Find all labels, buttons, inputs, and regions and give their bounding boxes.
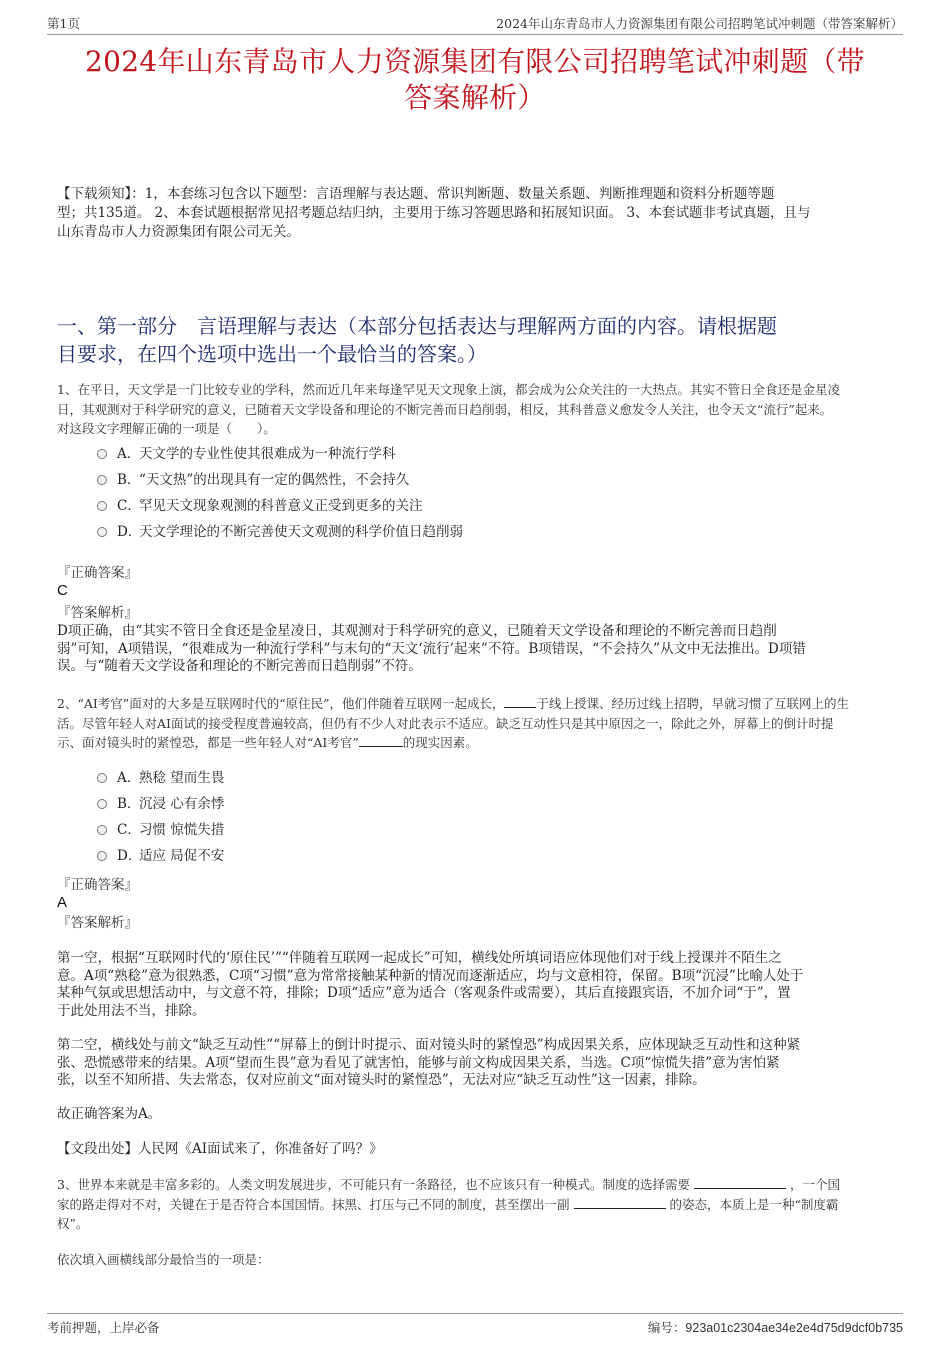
radio-icon[interactable] xyxy=(97,501,107,511)
analysis-line: 误。与“随着天文学设备和理论的不断完善而日趋削弱”不符。 xyxy=(57,658,422,674)
page-header xyxy=(47,14,903,35)
q2-option-b[interactable] xyxy=(97,794,224,814)
analysis-line: D项正确，由“其实不管日全食还是金星凌日，其观测对于科学研究的意义，已随着天文学设备和理论的不断完善而日趋削 xyxy=(57,623,777,639)
analysis-label: 『答案解析』 xyxy=(57,915,138,931)
page-number: 第1页 xyxy=(47,16,80,31)
option-text: 沉浸 心有余悸 xyxy=(139,796,225,812)
option-text: 熟稔 望而生畏 xyxy=(139,770,225,786)
question-3-stem xyxy=(57,1175,905,1234)
q2-source: 【文段出处】人民网《AI面试来了，你准备好了吗？》 xyxy=(57,1141,383,1157)
option-text: “天文热”的出现具有一定的偶然性，不会持久 xyxy=(139,472,410,488)
notice-line: 型；共135道。 2、本套试题根据常见招考题总结归纳，主要用于练习答题思路和拓展知识面。 3、本套试题非考试真题，且与 xyxy=(57,205,811,221)
q1-option-a[interactable] xyxy=(97,444,396,464)
radio-icon[interactable] xyxy=(97,825,107,835)
stem-text: 示、面对镜头时的紧惶恐，都是一些年轻人对“AI考官” xyxy=(57,735,359,750)
page-title xyxy=(40,44,910,116)
stem-text: 的现实因素。 xyxy=(402,735,478,750)
option-key: C． xyxy=(117,822,141,838)
option-key: B． xyxy=(117,472,141,488)
option-text: 罕见天文现象观测的科普意义正受到更多的关注 xyxy=(139,498,423,514)
analysis-line: 意。A项“熟稔”意为很熟悉，C项“习惯”意为常常接触某种新的情况而逐渐适应，均与文意相符，保留。B项“沉浸”比喻人处于 xyxy=(57,967,804,984)
fill-blank xyxy=(574,1196,666,1209)
radio-icon[interactable] xyxy=(97,475,107,485)
code-value: 923a01c2304ae34e2e4d75d9dcf0b735 xyxy=(685,1321,903,1335)
notice-line: 山东青岛市人力资源集团有限公司无关。 xyxy=(57,224,300,240)
analysis-line: 于此处用法不当，排除。 xyxy=(57,1002,206,1019)
analysis-line: 张，以至不知所措、失去常态，仅对应前文“面对镜头时的紧惶恐”，无法对应“缺乏互动性”这一因素，排除。 xyxy=(57,1072,706,1088)
stem-line: 对这段文字理解正确的一项是（ ）。 xyxy=(57,421,276,436)
stem-text: 的姿态，本质上是一种“制度霸 xyxy=(669,1196,839,1212)
page-footer xyxy=(47,1313,903,1337)
option-key: D． xyxy=(117,848,142,864)
stem-text: 2、“AI考官”面对的大多是互联网时代的“原住民”，他们伴随着互联网一起成长， xyxy=(57,696,505,711)
question-2-stem xyxy=(57,694,905,753)
q2-option-a[interactable] xyxy=(97,768,224,788)
q2-option-c[interactable] xyxy=(97,820,224,840)
analysis-line: 弱”可知，A项错误，“很难成为一种流行学科”与末句的“天文‘流行’起来”不符。B项错误，“不会持久”从文中无法推出。D项错 xyxy=(57,640,806,657)
option-key: D． xyxy=(117,524,142,540)
q1-option-d[interactable] xyxy=(97,522,463,542)
stem-text: ，一个国 xyxy=(789,1177,840,1192)
radio-icon[interactable] xyxy=(97,773,107,783)
q2-analysis-p1 xyxy=(57,950,895,1020)
radio-icon[interactable] xyxy=(97,799,107,809)
stem-line: 1、在平日，天文学是一门比较专业的学科，然而近几年来每逢罕见天文现象上演，都会成为公众关注的一大热点。其实不管日全食还是金星凌 xyxy=(57,382,840,397)
q1-answer: C xyxy=(57,582,68,599)
section-heading-line: 目要求，在四个选项中选出一个最恰当的答案。） xyxy=(57,342,487,366)
fill-blank xyxy=(504,695,536,708)
notice-line: 【下载须知】：1，本套练习包含以下题型：言语理解与表达题、常识判断题、数量关系题、判断推理题和资料分析题等题 xyxy=(57,186,775,202)
stem-line: 日，其观测对于科学研究的意义，已随着天文学设备和理论的不断完善而日趋削弱，相反，其科普意义愈发令人关注，也令天文“流行”起来。 xyxy=(57,401,833,417)
footer-code xyxy=(648,1318,903,1336)
q1-option-c[interactable] xyxy=(97,496,423,516)
option-text: 天文学的专业性使其很难成为一种流行学科 xyxy=(139,446,396,462)
stem-line: 权”。 xyxy=(57,1216,89,1231)
stem-text: 3、世界本来就是丰富多彩的。人类文明发展进步，不可能只有一条路径，也不应该只有一种模式。制度的选择需要 xyxy=(57,1177,690,1192)
stem-text: 于线上授课、经历过线上招聘，早就习惯了互联网上的生 xyxy=(536,696,849,711)
analysis-line: 第二空，横线处与前文“缺乏互动性”“屏幕上的倒计时提示、面对镜头时的紧惶恐”构成因果关系，应体现缺乏互动性和这种紧 xyxy=(57,1037,801,1053)
header-doc-title: 2024年山东青岛市人力资源集团有限公司招聘笔试冲刺题（带答案解析） xyxy=(496,16,903,31)
question-1-stem xyxy=(57,380,905,439)
footer-slogan: 考前押题，上岸必备 xyxy=(47,1320,160,1335)
radio-icon[interactable] xyxy=(97,851,107,861)
correct-answer-label: 『正确答案』 xyxy=(57,877,138,893)
correct-answer-label: 『正确答案』 xyxy=(57,565,138,581)
question-3-prompt: 依次填入画横线部分最恰当的一项是： xyxy=(57,1252,270,1267)
option-key: B． xyxy=(117,796,141,812)
radio-icon[interactable] xyxy=(97,449,107,459)
option-key: A． xyxy=(117,770,141,786)
q1-option-b[interactable] xyxy=(97,470,409,490)
title-line-1: 2024年山东青岛市人力资源集团有限公司招聘笔试冲刺题（带 xyxy=(85,45,865,78)
radio-icon[interactable] xyxy=(97,527,107,537)
q2-answer: A xyxy=(57,894,68,911)
q1-analysis xyxy=(57,623,895,676)
title-line-2: 答案解析） xyxy=(404,81,546,114)
q2-option-d[interactable] xyxy=(97,846,224,866)
analysis-label: 『答案解析』 xyxy=(57,605,138,621)
stem-line: 活。尽管年轻人对AI面试的接受程度普遍较高，但仍有不少人对此表示不适应。缺乏互动性只是其中原因之一，除此之外，屏幕上的倒计时提 xyxy=(57,715,834,731)
download-notice xyxy=(57,185,897,242)
section-heading xyxy=(57,312,897,368)
analysis-line: 某种气氛或思想活动中，与文意不符，排除；D项“适应”意为适合（客观条件或需要），其后直接跟宾语，不加介词“于”，置 xyxy=(57,985,791,1001)
q2-analysis-p2 xyxy=(57,1037,895,1090)
code-label: 编号： xyxy=(647,1320,686,1335)
q2-conclusion: 故正确答案为A。 xyxy=(57,1106,162,1122)
option-text: 适应 局促不安 xyxy=(139,848,225,864)
section-heading-line: 一、第一部分 言语理解与表达（本部分包括表达与理解两方面的内容。请根据题 xyxy=(57,314,777,338)
fill-blank xyxy=(359,734,403,747)
analysis-line: 第一空，根据“互联网时代的‘原住民’”“伴随着互联网一起成长”可知，横线处所填词语应体现他们对于线上授课并不陌生之 xyxy=(57,950,782,966)
stem-text: 家的路走得对不对，关键在于是否符合本国国情。抹黑、打压与己不同的制度，甚至摆出一副 xyxy=(57,1196,570,1212)
fill-blank xyxy=(694,1176,786,1189)
option-key: A． xyxy=(117,446,141,462)
option-text: 天文学理论的不断完善使天文观测的科学价值日趋削弱 xyxy=(139,524,463,540)
analysis-line: 张、恐慌感带来的结果。A项“望而生畏”意为看见了就害怕，能够与前文构成因果关系，当选。C项“惊慌失措”意为害怕紧 xyxy=(57,1054,780,1071)
option-key: C． xyxy=(117,498,141,514)
option-text: 习惯 惊慌失措 xyxy=(139,822,225,838)
